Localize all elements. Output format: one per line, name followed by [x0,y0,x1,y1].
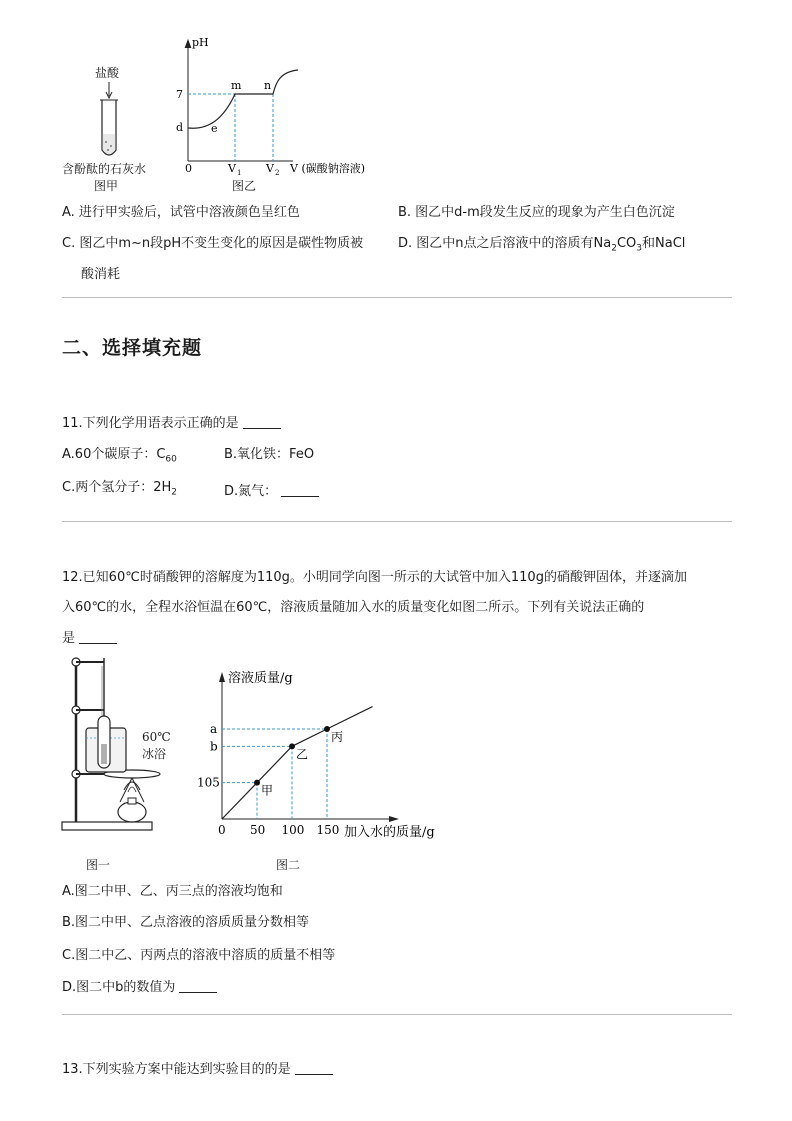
q10-option-c-line2: 酸消耗 [81,267,121,282]
series-line [222,707,373,819]
data-point [289,743,295,749]
q12-option-a: A.图二中甲、乙、丙三点的溶液均饱和 [62,884,283,899]
point-n-label: n [264,79,272,92]
v1-sub: 1 [237,169,242,176]
ph-curve [188,70,298,128]
solution-mass-chart [192,664,452,844]
xtick-150: 150 [316,823,340,837]
q12-option-b: B.图二中甲、乙点溶液的溶质质量分数相等 [62,915,310,930]
y-axis-label: 溶液质量/g [228,671,293,686]
origin-label: 0 [185,162,192,175]
v2-sub: 2 [275,169,280,176]
q10-option-a: A. 进行甲实验后，试管中溶液颜色呈红色 [62,205,300,220]
q12-option-d: D.图二中b的数值为 [62,976,217,995]
x-axis-label: 加入水的质量/g [344,825,435,840]
q12-stem-line3: 是 [62,627,117,646]
xtick-50: 50 [250,823,266,837]
q10-option-c: C. 图乙中m~n段pH不变生变化的原因是碳性物质被 [62,236,364,251]
q11-option-b: B.氧化铁：FeO [224,447,315,462]
point-label-jia: 甲 [261,783,274,798]
answer-blank[interactable] [281,484,319,497]
fig-1-caption: 图一 [86,858,111,872]
q10-option-b: B. 图乙中d-m段发生反应的现象为产生白色沉淀 [398,205,675,220]
divider [62,521,732,522]
v1-label: V [228,162,236,175]
y-axis-arrow-icon [219,672,225,682]
fig-2-caption: 图二 [276,858,301,872]
q11-stem: 11.下列化学用语表示正确的是 [62,412,281,431]
data-point [254,780,260,786]
bath-label: 冰浴 [142,747,167,761]
q10-option-d: D. 图乙中n点之后溶液中的溶质有$Na_2CO_3$和NaCl [398,236,686,254]
q12-stem-line2: 入60℃的水，全程水浴恒温在60℃，溶液质量随加入水的质量变化如图二所示。下列有关说法正确的 [62,600,645,615]
ytick-105: 105 [197,775,220,790]
divider [62,1014,732,1015]
data-point [324,726,330,732]
q11-option-c: C.两个氢分子：$2H_2$ [62,480,177,498]
ytick-7: 7 [176,88,183,101]
q11-option-d: D.氮气： [224,480,319,499]
answer-blank[interactable] [179,980,217,993]
q12-stem-line1: 12.已知60℃时硝酸钾的溶解度为110g。小明同学向图一所示的大试管中加入110g的硝酸钾固体，并逐滴加 [62,570,687,585]
answer-blank[interactable] [295,1062,333,1075]
reagent-label: 盐酸 [95,66,120,80]
section-title: 二、选择填充题 [62,337,203,359]
x-axis-label: V (碳酸钠溶液) [290,162,366,175]
point-label-yi: 乙 [296,747,309,762]
q13-stem: 13.下列实验方案中能达到实验目的的是 [62,1058,333,1077]
ytick-b: b [210,739,218,754]
q12-option-c: C.图二中乙、丙两点的溶液中溶质的质量不相等 [62,948,336,963]
point-e-label: e [211,122,218,135]
point-label-bing: 丙 [331,730,344,745]
answer-blank[interactable] [243,416,281,429]
fig-jia-caption: 图甲 [94,179,119,193]
xtick-100: 100 [281,823,305,837]
ytick-a: a [210,722,218,737]
fig-yi-caption: 图乙 [232,179,257,193]
test-tube-icon [95,80,123,162]
answer-blank[interactable] [79,631,117,644]
temp-label: 60℃ [142,730,171,744]
divider [62,297,732,298]
point-d-label: d [176,121,184,134]
ph-chart [168,36,388,176]
point-m-label: m [231,79,242,92]
y-axis-arrow-icon [185,40,191,48]
x-axis-arrow-icon [389,816,399,822]
v2-label: V [266,162,274,175]
q11-option-a: A.60个碳原子：$C_{60}$ [62,447,177,465]
y-axis-label: pH [192,36,209,49]
origin-label: 0 [218,823,226,837]
solution-label: 含酚酞的石灰水 [62,162,147,176]
